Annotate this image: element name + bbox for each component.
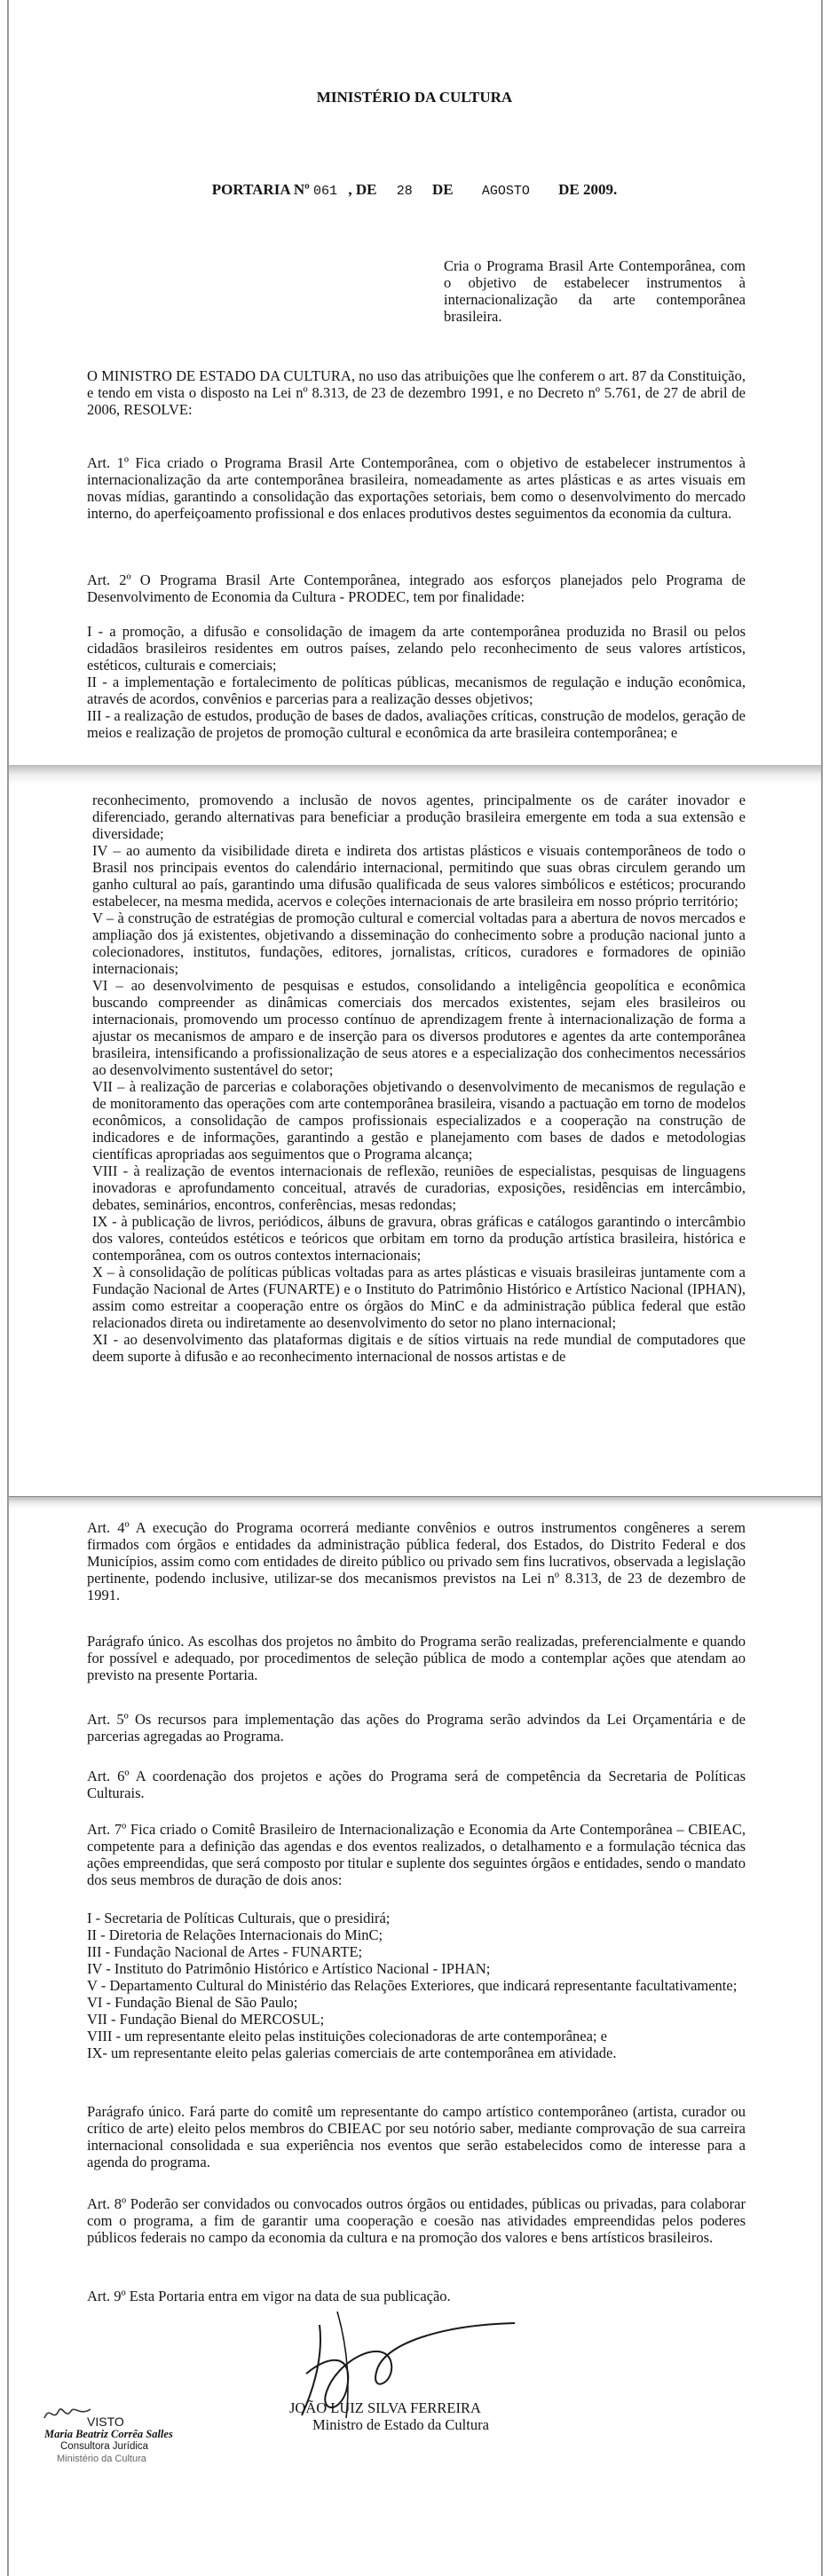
minister-name: JOÃO LUIZ SILVA FERREIRA	[289, 2399, 481, 2416]
page-left-border	[7, 0, 9, 2576]
visto-stamp	[44, 2415, 195, 2465]
preamble: O MINISTRO DE ESTADO DA CULTURA, no uso das atribuições que lhe conferem o art. 87 da Constituição, e tendo em vista o disposto na Lei nº 8.313, de 23 de dezembro 1991, e no Decreto nº 5.761, de 27 de abril de 2006, RESOLVE:	[87, 367, 746, 418]
list-item: reconhecimento, promovendo a inclusão de novos agentes, principalmente os de caráter inovador e diferenciado, gerando alternativas para beneficiar a produção brasileira emergente em toda a sua extensão e diversidade;	[92, 792, 746, 842]
ministry-title: MINISTÉRIO DA CULTURA	[316, 89, 513, 106]
signature-block	[289, 2399, 573, 2433]
list-item: VI – ao desenvolvimento de pesquisas e estudos, consolidando a inteligência geopolítica e econômica buscando compreender as dinâmicas comerciais dos mercados existentes, sejam eles brasileiros ou internacionais, promovendo um processo contínuo de aprendizagem frente à internacionalização de forma a ajustar os mecanismos de amparo e de inserção para os diversos produtores e agentes da arte contemporânea brasileira, intensificando a profissionalização de seus atores e a especialização dos conhecimentos necessários ao desenvolvimento sustentável do setor;	[92, 977, 746, 1078]
list-item: IV – ao aumento da visibilidade direta e indireta dos artistas plásticos e visuais contemporâneos de todo o Brasil nos principais eventos do calendário internacional, permitindo que suas obras circulem gerando um ganho cultural ao país, garantindo uma difusão qualificada de seus valores simbólicos e estéticos; procurando estabelecer, na mesma medida, acervos e coleções internacionais de arte brasileira em nosso próprio território;	[92, 842, 746, 910]
stamp-org: Ministério da Cultura	[57, 2454, 146, 2464]
stamp-name: Maria Beatriz Corrêa Salles	[44, 2428, 173, 2440]
stamp-role: Consultora Jurídica	[60, 2441, 149, 2452]
portaria-de2: DE	[431, 181, 454, 198]
list-item: III - a realização de estudos, produção de bases de dados, avaliações críticas, construção de modelos, geração de meios e realização de projetos de promoção cultural e econômica da arte brasileira contemporânea; e	[87, 707, 746, 741]
article-2: Art. 2º O Programa Brasil Arte Contemporânea, integrado aos esforços planejados pelo Programa de Desenvolvimento de Economia da Cultura - PRODEC, tem por finalidade:	[87, 571, 746, 605]
article-7: Art. 7º Fica criado o Comitê Brasileiro de Internacionalização e Economia da Arte Contemporânea – CBIEAC, competente para a definição das agendas e dos eventos realizados, o detalhamento e a formulação técnica das ações empreendidas, que será composto por titular e suplente dos seguintes órgãos e entidades, sendo o mandato dos seus membros de duração de dois anos:	[87, 1821, 746, 1888]
portaria-year: DE 2009.	[558, 181, 618, 198]
portaria-line	[0, 181, 829, 199]
list-item: IV - Instituto do Patrimônio Histórico e Artístico Nacional - IPHAN;	[87, 1960, 491, 1977]
paragrafo-unico-2: Parágrafo único. Fará parte do comitê um representante do campo artístico contemporâneo (artista, curador ou crítico de arte) eleito pelos membros do CBIEAC por seu notório saber, mediante comprovação de sua carreira internacional consolidada e sua experiência nos eventos que serão estabelecidos como de interesse para a agenda do programa.	[87, 2103, 746, 2170]
list-item: IX- um representante eleito pelas galerias comerciais de arte contemporânea em atividade.	[87, 2044, 617, 2061]
article-9: Art. 9º Esta Portaria entra em vigor na data de sua publicação.	[87, 2288, 451, 2304]
list-item: VIII - à realização de eventos internacionais de reflexão, reuniões de especialistas, pesquisas de linguagens inovadoras e aprofundamento conceitual, através de curadorias, exposições, residências em intercâmbio, debates, seminários, encontros, conferências, mesas redondas;	[92, 1162, 746, 1213]
list-item: I - a promoção, a difusão e consolidação de imagem da arte contemporânea produzida no Brasil ou pelos cidadãos brasileiros residentes em outros países, zelando pelo reconhecimento de seus valores artísticos, estéticos, culturais e comerciais;	[87, 623, 746, 674]
ementa: Cria o Programa Brasil Arte Contemporânea, com o objetivo de estabelecer instrumentos à internacionalização da arte contemporânea brasileira.	[444, 257, 746, 325]
list-item: VII - Fundação Bienal do MERCOSUL;	[87, 2011, 325, 2028]
article-2-items-a	[87, 623, 746, 741]
minister-role: Ministro de Estado da Cultura	[312, 2416, 489, 2433]
portaria-de1: , DE	[348, 181, 377, 198]
list-item: IX - à publicação de livros, periódicos, álbuns de gravura, obras gráficas e catálogos garantindo o intercâmbio dos valores, conteúdos estéticos e teóricos que orbitam em torno da produção artística brasileira, histórica e contemporânea, com os outros contextos internacionais;	[92, 1213, 746, 1264]
list-item: V - Departamento Cultural do Ministério das Relações Exteriores, que indicará representante facultativamente;	[87, 1977, 738, 1994]
article-4: Art. 4º A execução do Programa ocorrerá mediante convênios e outros instrumentos congêneres a serem firmados com órgãos e entidades da administração pública federal, dos Estados, do Distrito Federal e dos Municípios, assim como com entidades de direito público ou privado sem fins lucrativos, observada a legislação pertinente, podendo inclusive, utilizar-se dos mecanismos previstos na Lei nº 8.313, de 23 de dezembro de 1991.	[87, 1519, 746, 1603]
article-5: Art. 5º Os recursos para implementação das ações do Programa serão advindos da Lei Orçamentária e de parcerias agregadas ao Programa.	[87, 1711, 746, 1745]
page-seam-2	[9, 1497, 821, 1509]
list-item: II - a implementação e fortalecimento de políticas públicas, mecanismos de regulação e indução econômica, através de acordos, convênios e parcerias para a realização desses objetivos;	[87, 674, 746, 707]
article-6: Art. 6º A coordenação dos projetos e ações do Programa será de competência da Secretaria de Políticas Culturais.	[87, 1768, 746, 1801]
paragrafo-unico-1: Parágrafo único. As escolhas dos projetos no âmbito do Programa serão realizadas, preferencialmente e quando for possível e adequado, por procedimentos de seleção pública de modo a contemplar ações que atendam ao previsto na presente Portaria.	[87, 1633, 746, 1683]
list-item: I - Secretaria de Políticas Culturais, que o presidirá;	[87, 1910, 391, 1926]
visto-label: VISTO	[87, 2415, 124, 2429]
list-item: V – à construção de estratégias de promoção cultural e comercial voltadas para a abertura de novos mercados e ampliação dos já existentes, objetivando a disseminação do conhecimento sobre a produção nacional junto a colecionadores, institutos, fundações, editores, jornalistas, críticos, curadores e formadores de opinião internacionais;	[92, 910, 746, 977]
list-item: X – à consolidação de políticas públicas voltadas para as artes plásticas e visuais brasileiras juntamente com a Fundação Nacional de Artes (FUNARTE) e o Instituto do Patrimônio Histórico e Artístico Nacional (IPHAN), assim como estreitar a cooperação entre os órgãos do MinC e da administração pública federal que estão relacionados direta ou indiretamente ao desenvolvimento do setor no plano internacional;	[92, 1264, 746, 1331]
list-item: II - Diretoria de Relações Internacionais do MinC;	[87, 1926, 383, 1943]
portaria-number: 061	[313, 184, 338, 199]
list-item: XI - ao desenvolvimento das plataformas digitais e de sítios virtuais na rede mundial de computadores que deem suporte à difusão e ao reconhecimento internacional de nossos artistas e de	[92, 1331, 746, 1365]
article-7-members	[87, 1910, 746, 2061]
page-seam	[9, 765, 821, 784]
portaria-label: PORTARIA Nº	[211, 181, 310, 198]
list-item: III - Fundação Nacional de Artes - FUNARTE;	[87, 1943, 363, 1960]
list-item: VII – à realização de parcerias e colaborações objetivando o desenvolvimento de mecanismos de regulação e de monitoramento das operações com arte contemporânea brasileira, visando a pactuação em torno de modelos econômicos, a consolidação de campos profissionais especializados e a cooperação na construção de indicadores e de informações, garantindo a gestão e planejamento com bases de dados e metodologias científicas apropriadas aos seguimentos que o Programa alcança;	[92, 1078, 746, 1162]
list-item: VI - Fundação Bienal de São Paulo;	[87, 1994, 298, 2011]
page-right-border	[821, 0, 823, 2576]
portaria-month: AGOSTO	[481, 184, 530, 199]
portaria-day: 28	[396, 184, 413, 199]
article-8: Art. 8º Poderão ser convidados ou convocados outros órgãos ou entidades, públicas ou privadas, para colaborar com o programa, a fim de garantir uma cooperação e coesão nas atividades empreendidas pelos poderes públicos federais no campo da economia da cultura e na promoção dos valores e bens artísticos brasileiros.	[87, 2195, 746, 2246]
article-1: Art. 1º Fica criado o Programa Brasil Arte Contemporânea, com o objetivo de estabelecer instrumentos à internacionalização da arte contemporânea brasileira, nomeadamente as artes plásticas e as artes visuais em novas mídias, garantindo a consolidação das exportações setoriais, bem como o desenvolvimento do mercado interno, do aperfeiçoamento profissional e dos enlaces produtivos destes seguimentos da economia da cultura.	[87, 454, 746, 522]
list-item: VIII - um representante eleito pelas instituições colecionadoras de arte contemporânea; e	[87, 2028, 607, 2044]
article-2-items-b	[92, 792, 746, 1365]
